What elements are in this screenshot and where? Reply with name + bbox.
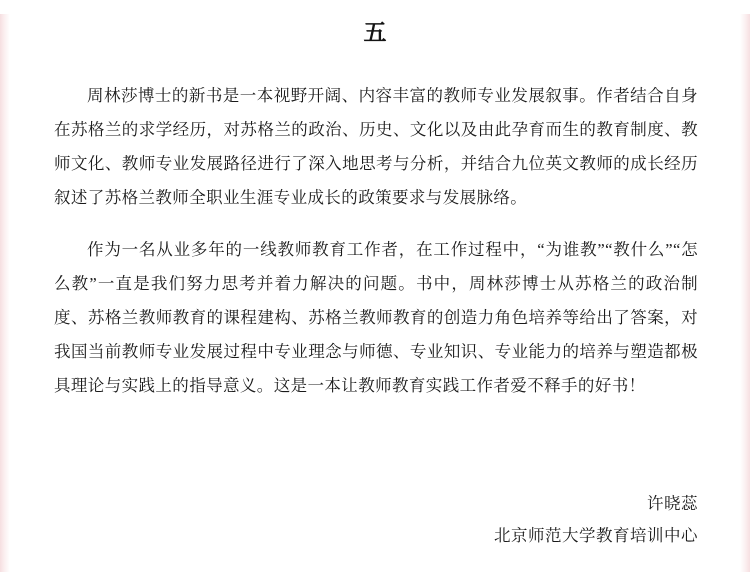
signature-author-name: 许晓蕊: [647, 494, 698, 513]
signature-block: [494, 488, 698, 552]
body-paragraph-2: 作为一名从业多年的一线教师教育工作者，在工作过程中，“为谁教”“教什么”“怎么教”一直是我们努力思考并着力解决的问题。书中，周林莎博士从苏格兰的政治制度、苏格兰教师教育的课程建构、苏格兰教师教育的创造力角色培养等给出了答案，对我国当前教师专业发展过程中专业理念与师德、专业知识、专业能力的培养与塑造都极具理论与实践上的指导意义。这是一本让教师教育实践工作者爱不释手的好书！: [54, 240, 698, 395]
body-paragraph-1: 周林莎博士的新书是一本视野开阔、内容丰富的教师专业发展叙事。作者结合自身在苏格兰的求学经历，对苏格兰的政治、历史、文化以及由此孕育而生的教育制度、教师文化、教师专业发展路径进行了深入地思考与分析，并结合九位英文教师的成长经历叙述了苏格兰教师全职业生涯专业成长的政策要求与发展脉络。: [54, 86, 698, 207]
page-content: [0, 14, 750, 572]
document-page: [0, 14, 750, 572]
signature-organization: 北京师范大学教育培训中心: [494, 526, 698, 545]
section-number-heading: 五: [363, 20, 389, 45]
